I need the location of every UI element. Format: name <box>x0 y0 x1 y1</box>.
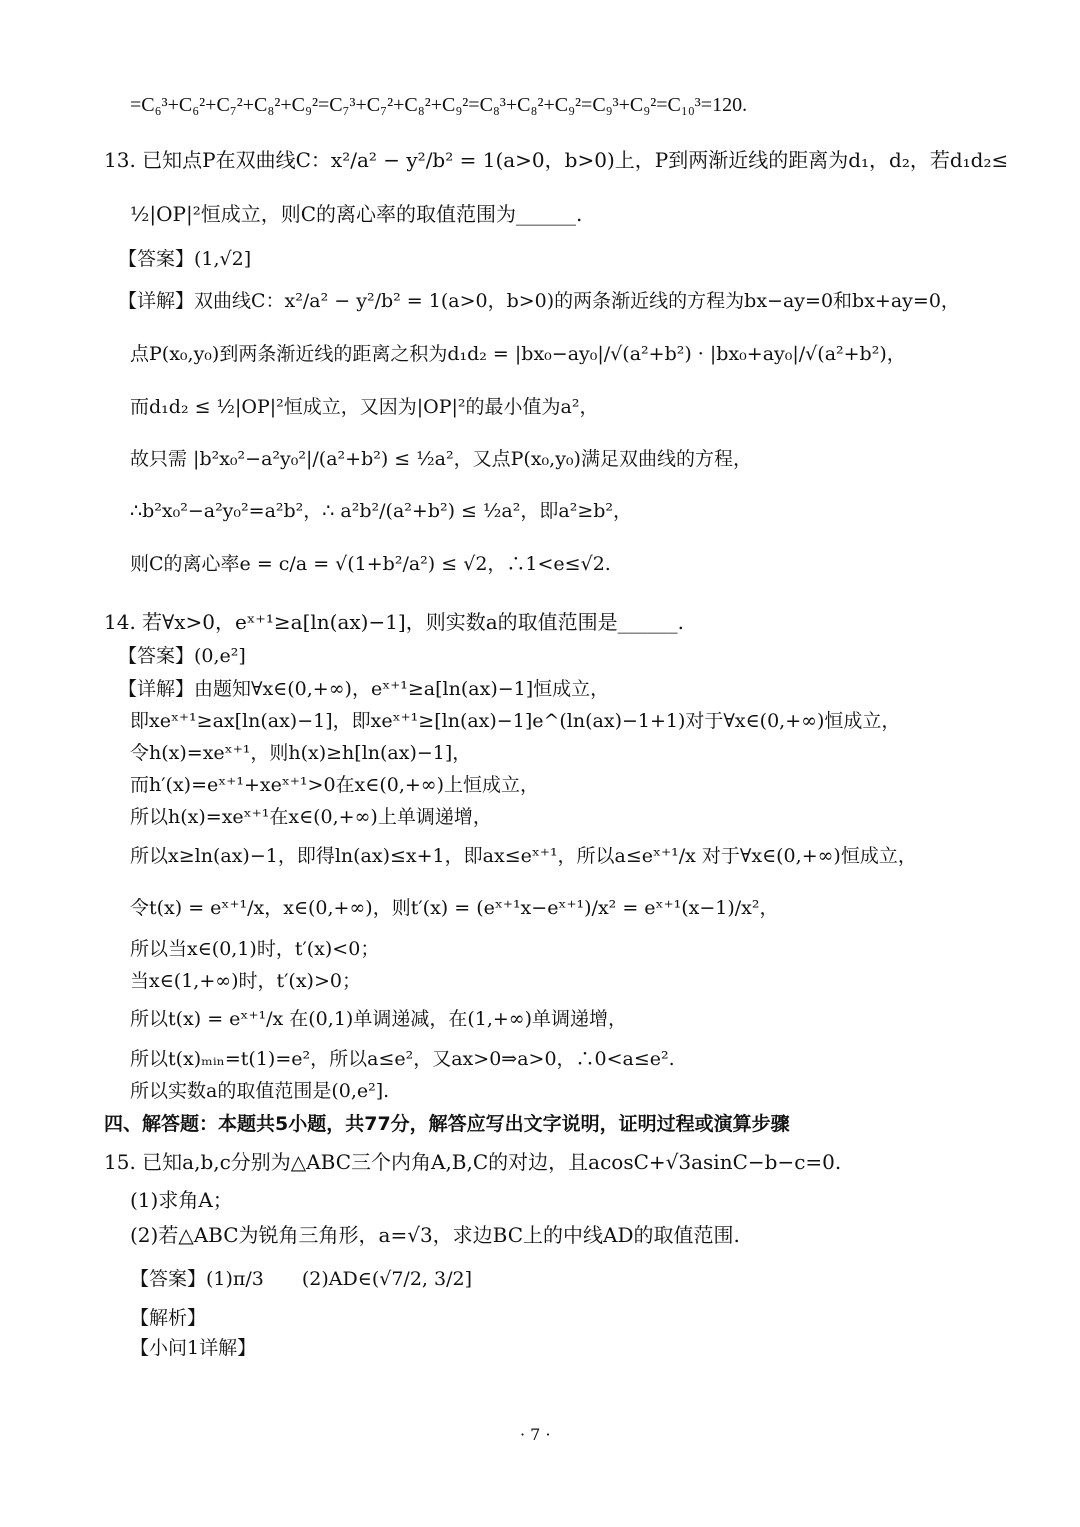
text-line: (1)求角A； <box>130 1188 233 1212</box>
answer-13: 【答案】(1,√2] <box>118 248 252 270</box>
text-line: 所以x≥ln(ax)−1，即得ln(ax)≤x+1，即ax≤eˣ⁺¹，所以a≤eˣ⁺¹/x 对于∀x∈(0,+∞)恒成立， <box>130 845 917 867</box>
text-line: 令h(x)=xeˣ⁺¹，则h(x)≥h[ln(ax)−1]， <box>130 742 472 764</box>
text-line: 【详解】由题知∀x∈(0,+∞)，eˣ⁺¹≥a[ln(ax)−1]恒成立， <box>118 678 610 700</box>
text-line: 令t(x) = eˣ⁺¹/x，x∈(0,+∞)，则t′(x) = (eˣ⁺¹x−eˣ⁺¹)/x² = eˣ⁺¹(x−1)/x²， <box>130 897 779 919</box>
text-line: =C₆³+C₆²+C₇²+C₈²+C₉²=C₇³+C₇²+C₈²+C₉²=C₈³+C₈²+C₉²=C₉³+C₉²=C₁₀³=120. <box>130 94 748 116</box>
section-heading: 四、解答题：本题共5小题，共77分，解答应写出文字说明，证明过程或演算步骤 <box>104 1113 790 1135</box>
text-line: 【详解】双曲线C：x²/a² − y²/b² = 1(a>0，b>0)的两条渐近线的方程为bx−ay=0和bx+ay=0， <box>118 290 960 312</box>
question-14: 14. 若∀x>0，eˣ⁺¹≥a[ln(ax)−1]，则实数a的取值范围是______. <box>104 610 685 634</box>
text-line: 所以实数a的取值范围是(0,e²]. <box>130 1080 390 1102</box>
text-line: 故只需 |b²x₀²−a²y₀²|/(a²+b²) ≤ ½a²，又点P(x₀,y₀)满足双曲线的方程， <box>130 448 752 470</box>
subquestion-label: 【小问1详解】 <box>130 1337 257 1359</box>
text-line: 所以t(x) = eˣ⁺¹/x 在(0,1)单调递减，在(1,+∞)单调递增， <box>130 1008 628 1030</box>
page-number: · 7 · <box>520 1425 551 1444</box>
text-line: (2)若△ABC为锐角三角形，a=√3，求边BC上的中线AD的取值范围. <box>130 1223 740 1247</box>
text-line: 即xeˣ⁺¹≥ax[ln(ax)−1]，即xeˣ⁺¹≥[ln(ax)−1]e^(ln(ax)−1+1)对于∀x∈(0,+∞)恒成立， <box>130 710 901 732</box>
question-15: 15. 已知a,b,c分别为△ABC三个内角A,B,C的对边，且acosC+√3asinC−b−c=0. <box>104 1150 842 1174</box>
text-line: ½|OP|²恒成立，则C的离心率的取值范围为______. <box>130 202 583 226</box>
answer-15: 【答案】(1)π/3 (2)AD∈(√7/2, 3/2] <box>130 1268 472 1290</box>
text-line: 点P(x₀,y₀)到两条渐近线的距离之积为d₁d₂ = |bx₀−ay₀|/√(a²+b²) · |bx₀+ay₀|/√(a²+b²)， <box>130 343 906 365</box>
text-line: 所以当x∈(0,1)时，t′(x)<0； <box>130 938 380 960</box>
text-line: 而d₁d₂ ≤ ½|OP|²恒成立，又因为|OP|²的最小值为a²， <box>130 396 599 418</box>
answer-14: 【答案】(0,e²] <box>118 645 246 667</box>
text-line: 则C的离心率e = c/a = √(1+b²/a²) ≤ √2，∴1<e≤√2. <box>130 553 611 575</box>
analysis-label: 【解析】 <box>130 1307 207 1329</box>
text-line: 当x∈(1,+∞)时，t′(x)>0； <box>130 970 361 992</box>
text-line: 所以t(x)ₘᵢₙ=t(1)=e²，所以a≤e²，又ax>0⇒a>0，∴0<a≤e². <box>130 1048 675 1070</box>
question-13: 13. 已知点P在双曲线C：x²/a² − y²/b² = 1(a>0，b>0)上，P到两渐近线的距离为d₁，d₂，若d₁d₂≤ <box>104 148 1009 172</box>
text-line: ∴b²x₀²−a²y₀²=a²b²，∴ a²b²/(a²+b²) ≤ ½a²，即a²≥b²， <box>130 500 633 522</box>
text-line: 而h′(x)=eˣ⁺¹+xeˣ⁺¹>0在x∈(0,+∞)上恒成立， <box>130 774 540 796</box>
text-line: 所以h(x)=xeˣ⁺¹在x∈(0,+∞)上单调递增， <box>130 806 492 828</box>
